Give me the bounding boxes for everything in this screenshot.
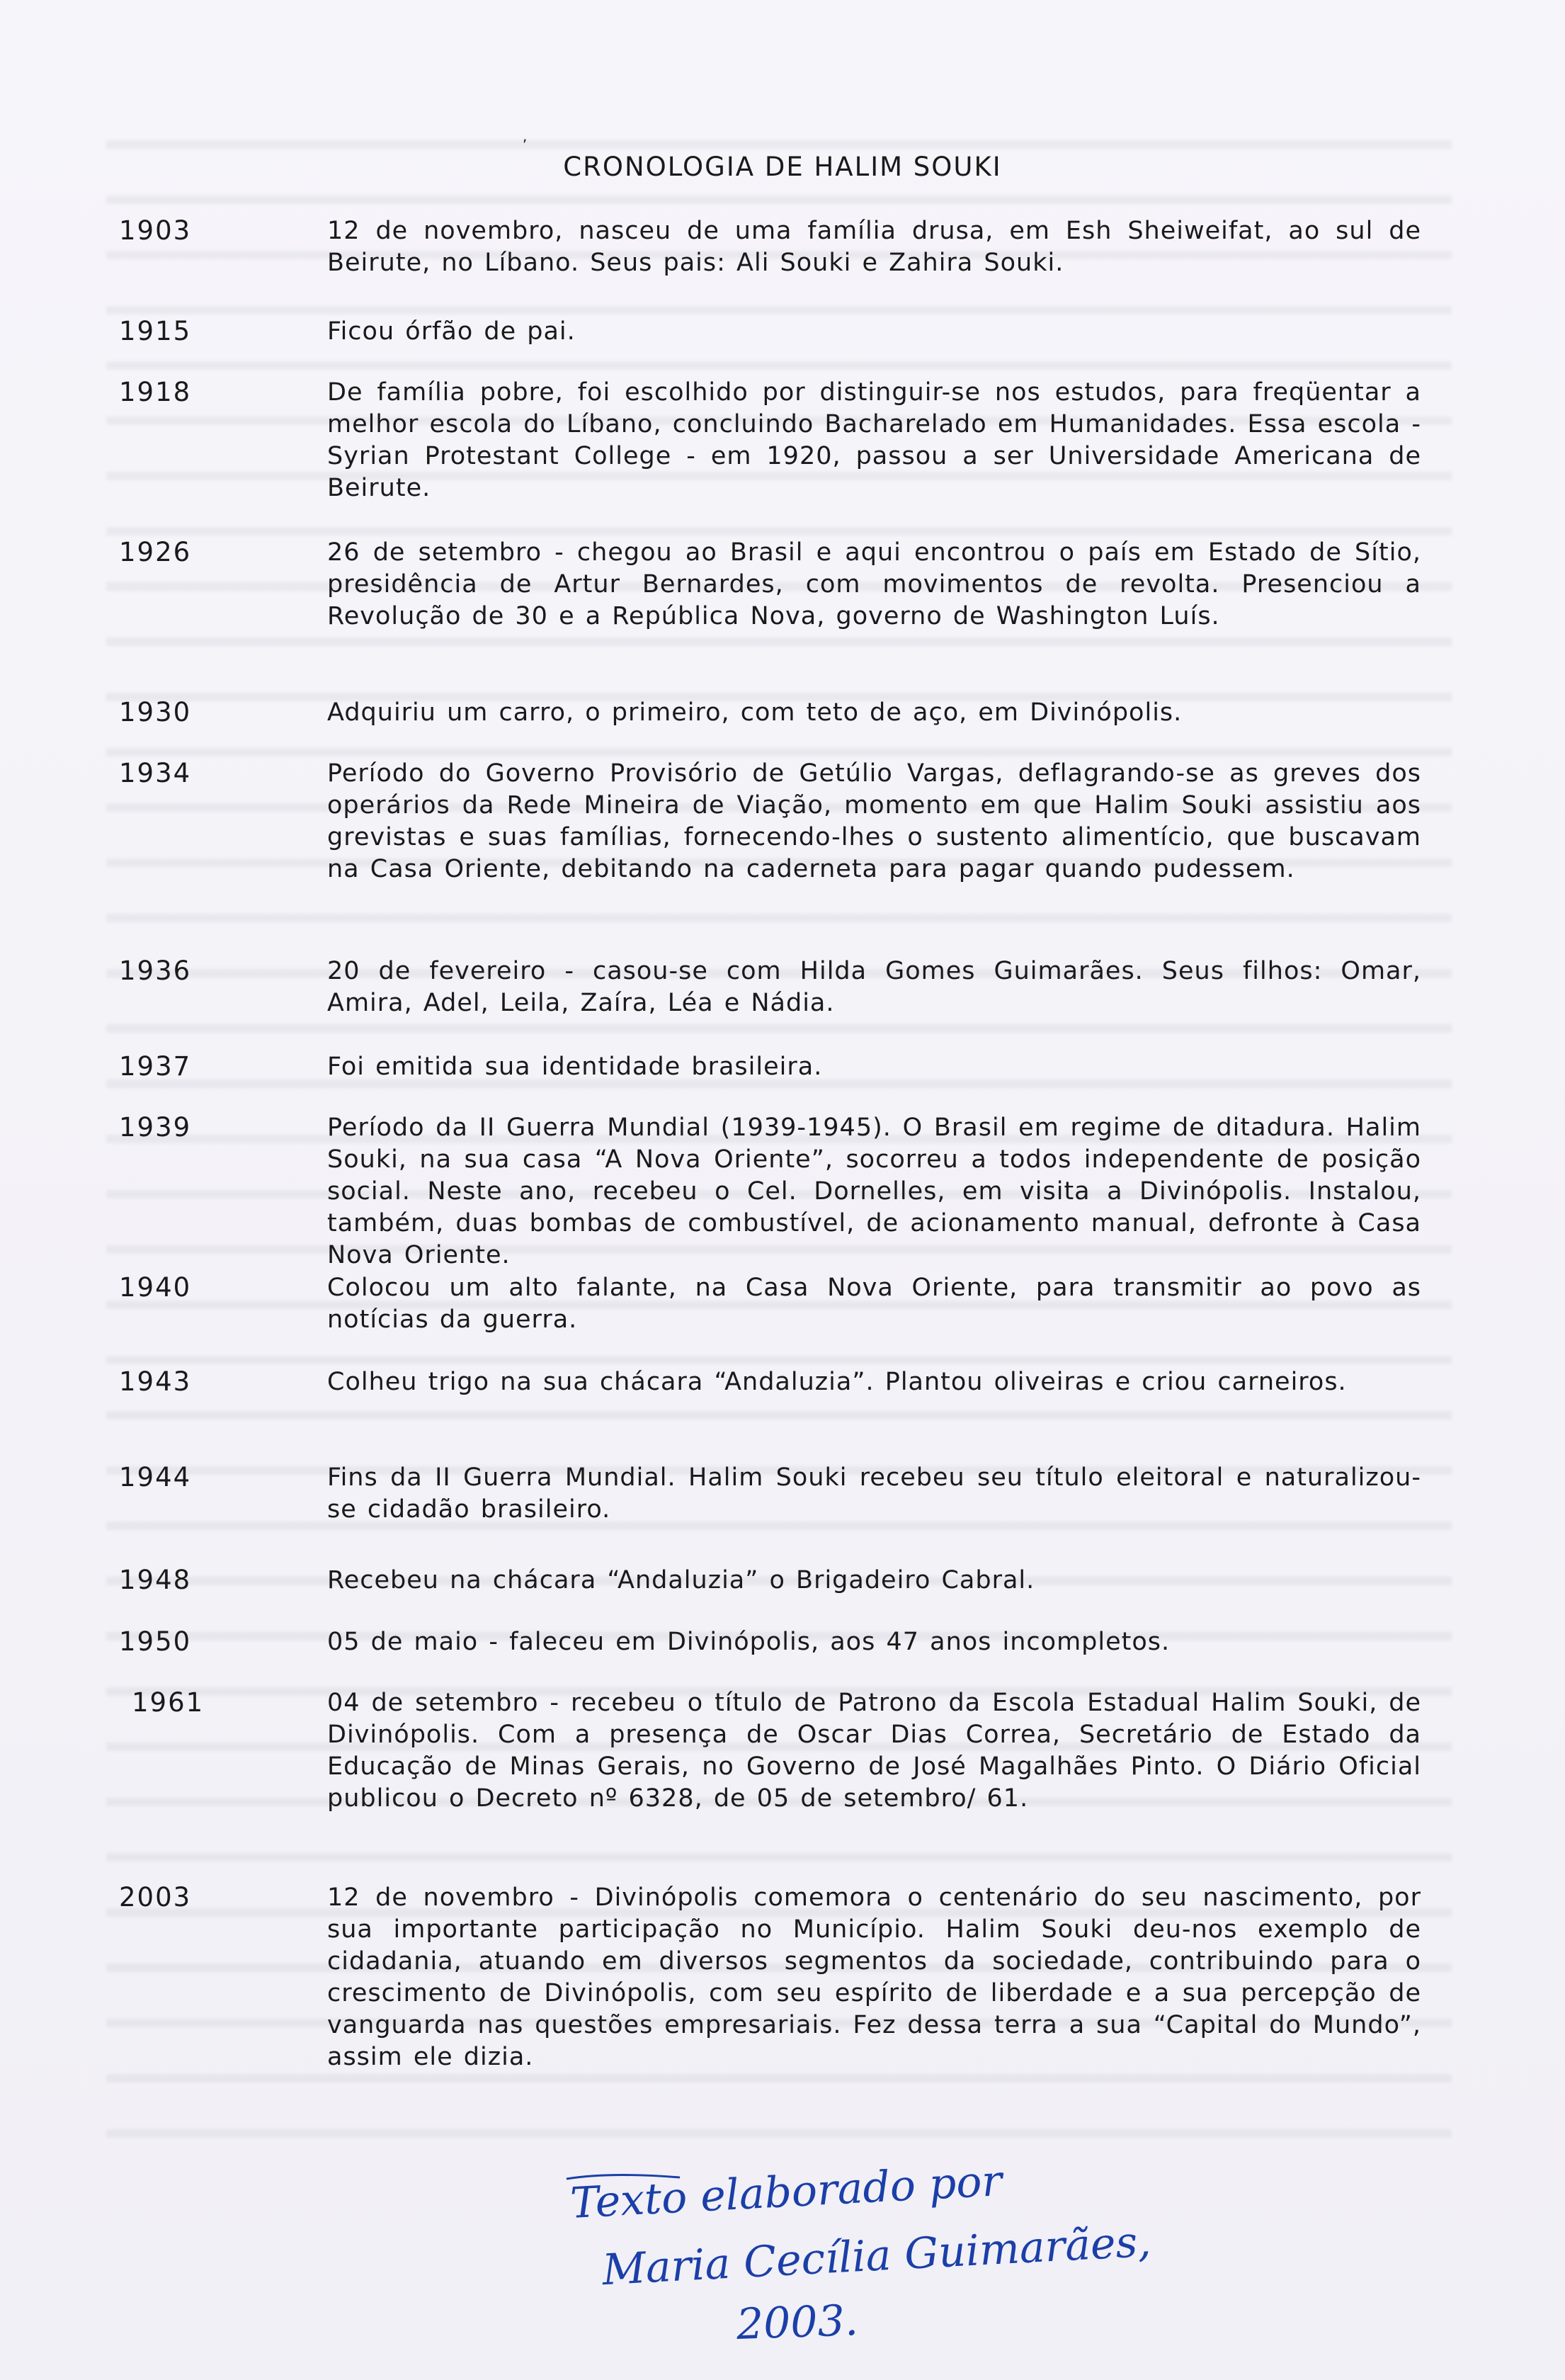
entry-text: Colocou um alto falante, na Casa Nova Oriente, para transmitir ao povo as notícias da guerra. xyxy=(327,1274,1421,1334)
handwritten-signature xyxy=(559,2156,1197,2357)
entry-text: 12 de novembro, nasceu de uma família drusa, em Esh Sheiweifat, ao sul de Beirute, no Líbano. Seus pais: Ali Souki e Zahira Souki. xyxy=(327,217,1421,277)
chronology-entry xyxy=(0,1882,1565,2073)
chronology-entry xyxy=(0,537,1565,633)
entry-year: 1961 xyxy=(132,1687,205,1718)
ink-dot: , xyxy=(523,128,528,144)
entry-text: 26 de setembro - chegou ao Brasil e aqui encontrou o país em Estado de Sítio, presidência de Artur Bernardes, com movimentos de revolta. Presenciou a Revolução de 30 e a República Nova, governo de Washington Luís. xyxy=(327,538,1421,630)
chronology-entry xyxy=(0,215,1565,279)
chronology-entry xyxy=(0,1272,1565,1336)
entry-text: De família pobre, foi escolhido por distinguir-se nos estudos, para freqüentar a melhor escola do Líbano, concluindo Bacharelado em Humanidades. Essa escola - Syrian Protestant College - em 1920, passou a ser Universidade Americana de Beirute. xyxy=(327,378,1421,502)
entry-year: 1943 xyxy=(119,1366,192,1397)
entry-year: 1915 xyxy=(119,316,192,346)
entry-year: 1930 xyxy=(119,697,192,727)
chronology-entry xyxy=(0,697,1565,729)
entry-year: 1948 xyxy=(119,1565,192,1595)
chronology-entry xyxy=(0,1687,1565,1815)
entry-text: 20 de fevereiro - casou-se com Hilda Gomes Guimarães. Seus filhos: Omar, Amira, Adel, Leila, Zaíra, Léa e Nádia. xyxy=(327,957,1421,1017)
chronology-entry xyxy=(0,956,1565,1019)
entry-text: 12 de novembro - Divinópolis comemora o centenário do seu nascimento, por sua importante participação no Município. Halim Souki deu-nos exemplo de cidadania, atuando em diversos segmentos da sociedade, contribuindo para o crescimento de Divinópolis, com seu espírito de liberdade e a sua percepção de vanguarda nas questões empresariais. Fez dessa terra a sua “Capital do Mundo”, assim ele dizia. xyxy=(327,1883,1421,2071)
entry-text: 04 de setembro - recebeu o título de Patrono da Escola Estadual Halim Souki, de Divinópolis. Com a presença de Oscar Dias Correa, Secretário de Estado da Educação de Minas Gerais, no Governo de José Magalhães Pinto. O Diário Oficial publicou o Decreto nº 6328, de 05 de setembro/ 61. xyxy=(327,1689,1421,1813)
chronology-entry xyxy=(0,1366,1565,1398)
entry-text: Adquiriu um carro, o primeiro, com teto de aço, em Divinópolis. xyxy=(327,698,1183,727)
signature-line-2: Maria Cecília Guimarães, xyxy=(601,2216,1152,2296)
signature-line-3: 2003. xyxy=(735,2296,859,2350)
entry-year: 1937 xyxy=(119,1051,192,1082)
entry-year: 1944 xyxy=(119,1462,192,1492)
chronology-entry xyxy=(0,1565,1565,1597)
chronology-entry xyxy=(0,316,1565,348)
entry-year: 1934 xyxy=(119,758,192,788)
entry-year: 1940 xyxy=(119,1272,192,1303)
entry-year: 1950 xyxy=(119,1626,192,1657)
chronology-entry xyxy=(0,1626,1565,1658)
chronology-entry xyxy=(0,758,1565,885)
entry-text: Foi emitida sua identidade brasileira. xyxy=(327,1053,823,1081)
signature-line-1: Texto elaborado por xyxy=(569,2156,1003,2228)
chronology-entry xyxy=(0,1462,1565,1526)
entry-year: 1926 xyxy=(119,537,192,567)
chronology-entry xyxy=(0,1051,1565,1083)
chronology-entry xyxy=(0,377,1565,504)
entry-text: 05 de maio - faleceu em Divinópolis, aos 47 anos incompletos. xyxy=(327,1628,1171,1656)
page-title: CRONOLOGIA DE HALIM SOUKI xyxy=(563,152,1002,182)
entry-text: Fins da II Guerra Mundial. Halim Souki recebeu seu título eleitoral e naturalizou-se cidadão brasileiro. xyxy=(327,1463,1421,1524)
entry-year: 1903 xyxy=(119,215,192,246)
entry-text: Ficou órfão de pai. xyxy=(327,317,576,346)
entry-text: Recebeu na chácara “Andaluzia” o Brigadeiro Cabral. xyxy=(327,1566,1035,1594)
chronology-entry xyxy=(0,1112,1565,1271)
entry-year: 1936 xyxy=(119,956,192,986)
entry-year: 1918 xyxy=(119,377,192,407)
entry-text: Período da II Guerra Mundial (1939-1945). O Brasil em regime de ditadura. Halim Souki, na sua casa “A Nova Oriente”, socorreu a todos independente de posição social. Neste ano, recebeu o Cel. Dornelles, em visita a Divinópolis. Instalou, também, duas bombas de combustível, de acionamento manual, defronte à Casa Nova Oriente. xyxy=(327,1114,1421,1269)
entry-text: Período do Governo Provisório de Getúlio Vargas, deflagrando-se as greves dos operários da Rede Mineira de Viação, momento em que Halim Souki assistiu aos grevistas e suas famílias, fornecendo-lhes o sustento alimentício, que buscavam na Casa Oriente, debitando na caderneta para pagar quando pudessem. xyxy=(327,759,1421,883)
entry-text: Colheu trigo na sua chácara “Andaluzia”. Plantou oliveiras e criou carneiros. xyxy=(327,1368,1347,1396)
entry-year: 2003 xyxy=(119,1882,192,1912)
entry-year: 1939 xyxy=(119,1112,192,1143)
